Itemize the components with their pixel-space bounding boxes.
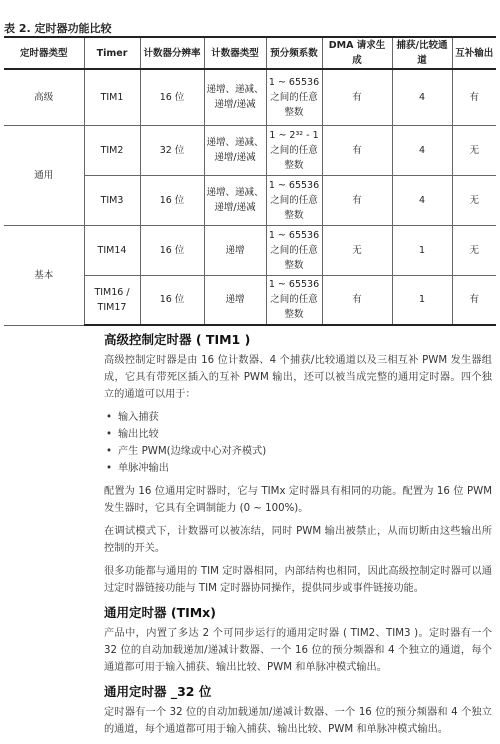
prescaler-cell: 1 ~ 65536 之间的任意整数 [266, 175, 322, 225]
paragraph: 很多功能都与通用的 TIM 定时器相同，内部结构也相同，因此高级控制定时器可以通过定时器链接功能与 TIM 定时器协同操作，提供同步或事件链接功能。 [104, 566, 492, 594]
bullet-list [104, 409, 492, 477]
list-item: • 输入捕获 [104, 409, 492, 426]
dma-cell: 无 [322, 225, 392, 275]
category-cell: 通用 [4, 125, 84, 225]
timer-cell: TIM3 [84, 175, 140, 225]
dma-cell: 有 [322, 175, 392, 225]
dma-cell: 有 [322, 125, 392, 175]
column-header: DMA 请求生成 [322, 37, 392, 69]
timer-cell: TIM1 [84, 69, 140, 125]
column-header: 互补输出 [452, 37, 496, 69]
column-header: 预分频系数 [266, 37, 322, 69]
prescaler-cell: 1 ~ 65536 之间的任意整数 [266, 69, 322, 125]
resolution-cell: 16 位 [140, 69, 204, 125]
section-heading: 高级控制定时器 ( TIM1 ) [104, 332, 251, 347]
column-header: 计数器类型 [204, 37, 266, 69]
column-header: 捕获/比较通道 [392, 37, 452, 69]
complementary-cell: 有 [452, 275, 496, 325]
complementary-cell: 无 [452, 175, 496, 225]
paragraph: 定时器有一个 32 位的自动加载递加/递减计数器、一个 16 位的预分频器和 4 个独立的通道，每个通道都可用于输入捕获、输出比较、PWM 和单脉冲模式输出。 [104, 707, 492, 735]
category-cell: 高级 [4, 69, 84, 125]
channels-cell: 1 [392, 225, 452, 275]
section-heading: 通用定时器 _32 位 [104, 684, 212, 699]
list-item: • 产生 PWM(边缘或中心对齐模式) [104, 443, 492, 460]
section-heading: 通用定时器 (TIMx) [104, 605, 216, 620]
channels-cell: 4 [392, 69, 452, 125]
counter-type-cell: 递增、递减、递增/递减 [204, 175, 266, 225]
counter-type-cell: 递增、递减、递增/递减 [204, 125, 266, 175]
resolution-cell: 32 位 [140, 125, 204, 175]
timer-cell: TIM14 [84, 225, 140, 275]
channels-cell: 4 [392, 125, 452, 175]
paragraph: 配置为 16 位通用定时器时，它与 TIMx 定时器具有相同的功能。配置为 16 位 PWM 发生器时，它具有全调制能力 (0 ~ 100%)。 [104, 486, 492, 514]
table-header-row [4, 37, 496, 69]
resolution-cell: 16 位 [140, 175, 204, 225]
complementary-cell: 无 [452, 125, 496, 175]
category-cell: 基本 [4, 225, 84, 325]
paragraph: 高级控制定时器是由 16 位计数器、4 个捕获/比较通道以及三相互补 PWM 发生器组成，它具有带死区插入的互补 PWM 输出，还可以被当成完整的通用定时器。四个独立的通道可以用于： [104, 355, 492, 400]
resolution-cell: 16 位 [140, 275, 204, 325]
counter-type-cell: 递增、递减、递增/递减 [204, 69, 266, 125]
column-header: 计数器分辨率 [140, 37, 204, 69]
timer-cell: TIM2 [84, 125, 140, 175]
column-header: 定时器类型 [4, 37, 84, 69]
counter-type-cell: 递增 [204, 275, 266, 325]
document-body [104, 330, 492, 744]
paragraph: 在调试模式下，计数器可以被冻结，同时 PWM 输出被禁止，从而切断由这些输出所控制的开关。 [104, 526, 492, 554]
table-row [4, 225, 496, 275]
prescaler-cell: 1 ~ 2³² - 1 之间的任意整数 [266, 125, 322, 175]
channels-cell: 1 [392, 275, 452, 325]
table-row [4, 69, 496, 125]
table-caption: 表 2. 定时器功能比较 [4, 22, 112, 35]
prescaler-cell: 1 ~ 65536 之间的任意整数 [266, 275, 322, 325]
list-item: • 输出比较 [104, 426, 492, 443]
counter-type-cell: 递增 [204, 225, 266, 275]
column-header: Timer [84, 37, 140, 69]
table-row [4, 125, 496, 175]
resolution-cell: 16 位 [140, 225, 204, 275]
complementary-cell: 有 [452, 69, 496, 125]
paragraph: 产品中，内置了多达 2 个可同步运行的通用定时器 ( TIM2、TIM3 )。定时器有一个 32 位的自动加载递加/递减计数器、一个 16 位的预分频器和 4 个独立的通道，每个通道都可用于输入捕获、输出比较、PWM 和单脉冲模式输出。 [104, 628, 492, 673]
complementary-cell: 无 [452, 225, 496, 275]
channels-cell: 4 [392, 175, 452, 225]
list-item: • 单脉冲输出 [104, 460, 492, 477]
dma-cell: 有 [322, 275, 392, 325]
timer-comparison-table [4, 36, 496, 326]
timer-cell: TIM16 / TIM17 [84, 275, 140, 325]
dma-cell: 有 [322, 69, 392, 125]
prescaler-cell: 1 ~ 65536 之间的任意整数 [266, 225, 322, 275]
